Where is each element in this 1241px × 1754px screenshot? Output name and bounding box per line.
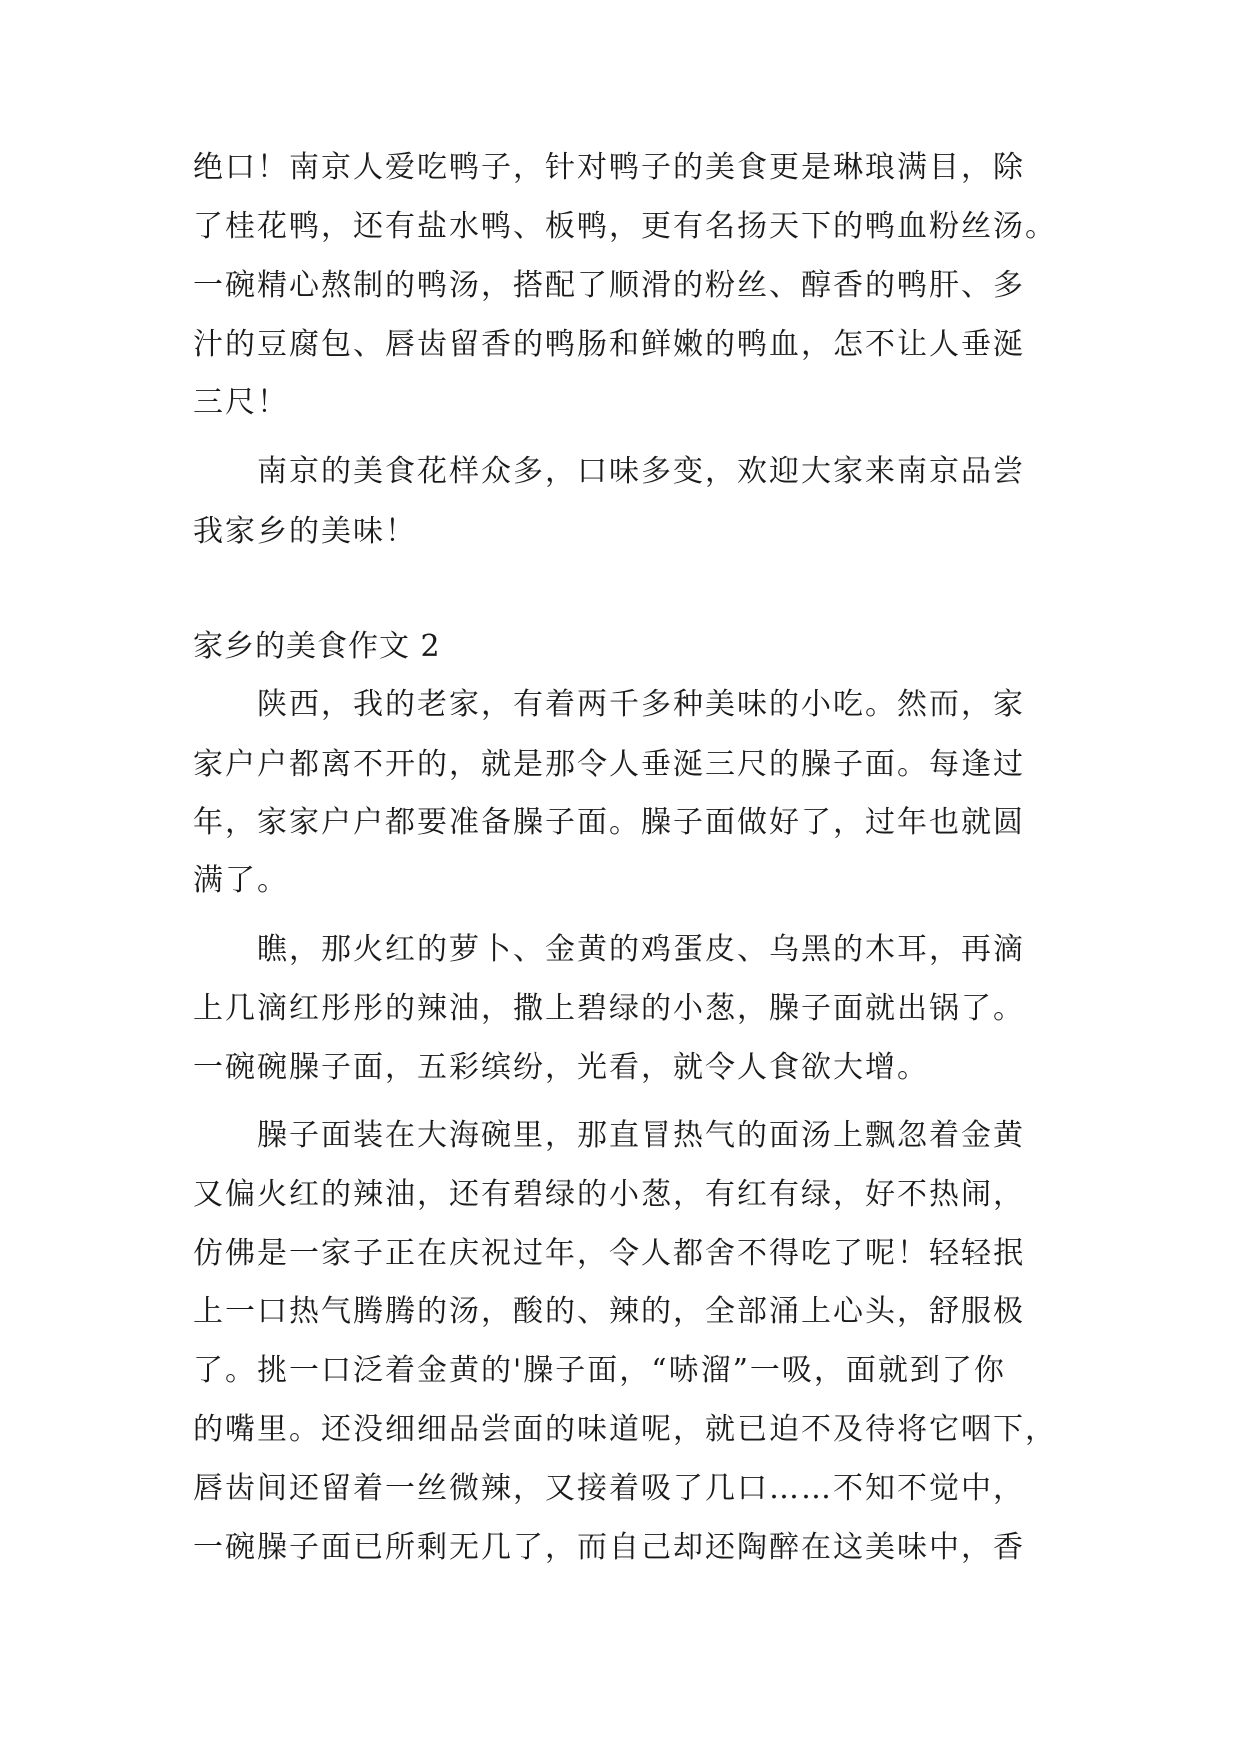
text-line: 了桂花鸭，还有盐水鸭、板鸭，更有名扬天下的鸭血粉丝汤。: [193, 209, 1057, 244]
text-line: 的嘴里。还没细细品尝面的味道呢，就已迫不及待将它咽下，: [193, 1412, 1057, 1447]
text-line: 一碗臊子面已所剩无几了，而自己却还陶醉在这美味中，香: [193, 1530, 1025, 1565]
text-line: 汁的豆腐包、唇齿留香的鸭肠和鲜嫩的鸭血，怎不让人垂涎: [193, 327, 1025, 362]
text-line: 了。挑一口泛着金黄的'臊子面，“哧溜”一吸，面就到了你: [193, 1353, 1006, 1388]
text-line: 我家乡的美味！: [193, 514, 417, 549]
section-heading: 家乡的美食作文 2: [193, 629, 441, 664]
text-line: 满了。: [193, 863, 289, 898]
text-line: 绝口！南京人爱吃鸭子，针对鸭子的美食更是琳琅满目，除: [193, 150, 1025, 185]
text-line: 南京的美食花样众多，口味多变，欢迎大家来南京品尝: [193, 454, 1025, 489]
text-line: 陕西，我的老家，有着两千多种美味的小吃。然而，家: [193, 687, 1025, 722]
text-line: 上几滴红彤彤的辣油，撒上碧绿的小葱，臊子面就出锅了。: [193, 991, 1025, 1026]
text-line: 仿佛是一家子正在庆祝过年，令人都舍不得吃了呢！轻轻抿: [193, 1236, 1025, 1271]
text-line: 臊子面装在大海碗里，那直冒热气的面汤上飘忽着金黄: [193, 1118, 1025, 1153]
text-line: 家户户都离不开的，就是那令人垂涎三尺的臊子面。每逢过: [193, 747, 1025, 782]
text-line: 一碗碗臊子面，五彩缤纷，光看，就令人食欲大增。: [193, 1050, 929, 1085]
text-line: 瞧，那火红的萝卜、金黄的鸡蛋皮、乌黑的木耳，再滴: [193, 932, 1025, 967]
text-line: 年，家家户户都要准备臊子面。臊子面做好了，过年也就圆: [193, 805, 1025, 840]
text-line: 一碗精心熬制的鸭汤，搭配了顺滑的粉丝、醇香的鸭肝、多: [193, 268, 1025, 303]
text-line: 三尺！: [193, 385, 289, 420]
text-line: 又偏火红的辣油，还有碧绿的小葱，有红有绿，好不热闹，: [193, 1177, 1025, 1212]
text-line: 唇齿间还留着一丝微辣，又接着吸了几口……不知不觉中，: [193, 1471, 1025, 1506]
text-line: 上一口热气腾腾的汤，酸的、辣的，全部涌上心头，舒服极: [193, 1294, 1025, 1329]
